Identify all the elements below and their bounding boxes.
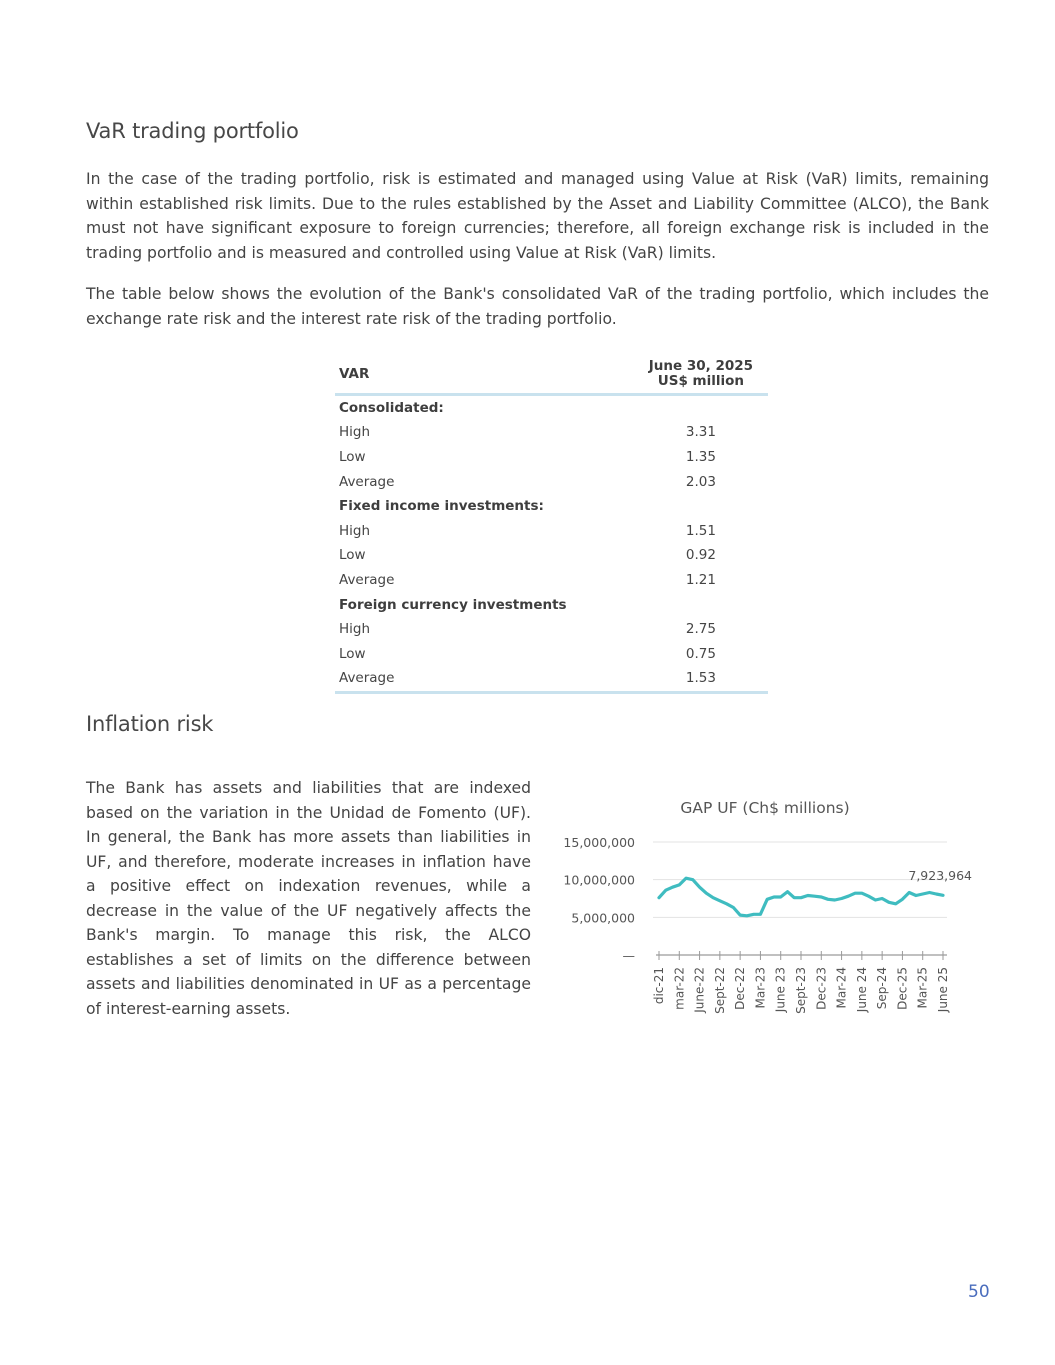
x-tick-label: Dec-25 (895, 967, 910, 1010)
table-row (335, 420, 768, 445)
var-table-header (335, 357, 768, 394)
row-value: 2.75 (685, 621, 716, 638)
row-label: Foreign currency investments (339, 596, 567, 613)
row-value: 3.31 (685, 424, 716, 441)
table-row (335, 469, 768, 494)
date-col-header-date: June 30, 2025 (648, 358, 754, 375)
date-col-header (608, 357, 768, 394)
row-label: Average (339, 473, 395, 490)
var-table (335, 357, 768, 694)
table-row (335, 543, 768, 568)
row-label: Low (339, 645, 366, 662)
row-label: Consolidated: (339, 399, 444, 416)
y-tick-label: 10,000,000 (563, 872, 635, 888)
row-label: High (339, 621, 371, 638)
var-table-body (335, 394, 768, 692)
chart-plot (560, 790, 1000, 1030)
x-tick-label: June 24 (854, 967, 869, 1013)
row-label: High (339, 424, 371, 441)
inflation-paragraph: The Bank has assets and liabilities that are indexed based on the variation in the Unidad de Fomento (UF). In general, the Bank has more assets than liabilities in UF, and therefore, moderate increases in inflation have a positive effect on indexation revenues, while a decrease in the value of the UF negatively affects the Bank's margin. To manage this risk, the ALCO establishes a set of limits on the difference between assets and liabilities denominated in UF as a percentage of interest-earning assets. (86, 779, 531, 1018)
row-value (608, 592, 768, 617)
row-label: Low (339, 448, 366, 465)
x-tick-label: June 25 (936, 967, 950, 1013)
gap-uf-chart (560, 790, 1000, 1030)
x-tick-label: Sep-24 (875, 967, 890, 1010)
table-row (335, 666, 768, 692)
row-label: Fixed income investments: (339, 498, 544, 515)
table-section-row (335, 494, 768, 519)
row-value: 1.35 (685, 448, 716, 465)
page-number: 50 (968, 1282, 990, 1302)
table-row (335, 518, 768, 543)
table-section-row (335, 394, 768, 420)
x-tick-label: dic-21 (652, 967, 666, 1005)
x-tick-label: Mar-23 (753, 967, 768, 1009)
x-tick-label: Mar-25 (915, 967, 930, 1009)
row-value: 0.92 (685, 547, 716, 564)
row-label: Average (339, 670, 395, 687)
y-tick-label: 5,000,000 (571, 910, 635, 926)
section-title-inflation: Inflation risk (86, 712, 214, 736)
x-tick-label: Mar-24 (834, 967, 849, 1009)
x-tick-label: Dec-23 (814, 967, 829, 1010)
x-tick-label: mar-22 (672, 967, 687, 1010)
date-col-header-unit: US$ million (657, 373, 745, 390)
row-value: 1.51 (685, 522, 716, 539)
row-value (608, 494, 768, 519)
x-tick-label: Sept-23 (794, 967, 808, 1014)
table-section-row (335, 592, 768, 617)
var-table-intro-paragraph: The table below shows the evolution of the Bank's consolidated VaR of the trading portfolio, which includes the exchange rate risk and the interest rate risk of the trading portfolio. (86, 285, 989, 328)
section-title-var: VaR trading portfolio (86, 119, 299, 143)
x-tick-label: June-22 (692, 967, 707, 1013)
table-row (335, 641, 768, 666)
row-label: Average (339, 571, 395, 588)
row-label: High (339, 522, 371, 539)
table-row (335, 568, 768, 593)
gap-uf-line (659, 878, 943, 916)
x-tick-label: Dec-22 (733, 967, 748, 1010)
var-col-header: VAR (339, 366, 370, 383)
row-label: Low (339, 547, 366, 564)
row-value: 1.53 (685, 670, 716, 687)
table-row (335, 617, 768, 642)
x-tick-label: June 23 (773, 967, 788, 1013)
chart-title: GAP UF (Ch$ millions) (680, 799, 850, 817)
row-value: 1.21 (685, 571, 716, 588)
table-row (335, 445, 768, 470)
last-value-annotation: 7,923,964 (908, 868, 972, 883)
y-tick-label: 15,000,000 (563, 835, 635, 850)
row-value: 2.03 (685, 473, 716, 490)
row-value: 0.75 (685, 645, 716, 662)
y-tick-label: — (622, 948, 635, 963)
x-tick-label: Sept-22 (712, 967, 727, 1014)
row-value (608, 394, 768, 420)
var-intro-paragraph: In the case of the trading portfolio, risk is estimated and managed using Value at Risk (VaR) limits, remaining within established risk limits. Due to the rules established by the Asset and Liability Committee (ALCO), the Bank must not have significant exposure to foreign currencies; therefore, all foreign exchange risk is included in the trading portfolio and is measured and controlled using Value at Risk (VaR) limits. (86, 170, 989, 262)
